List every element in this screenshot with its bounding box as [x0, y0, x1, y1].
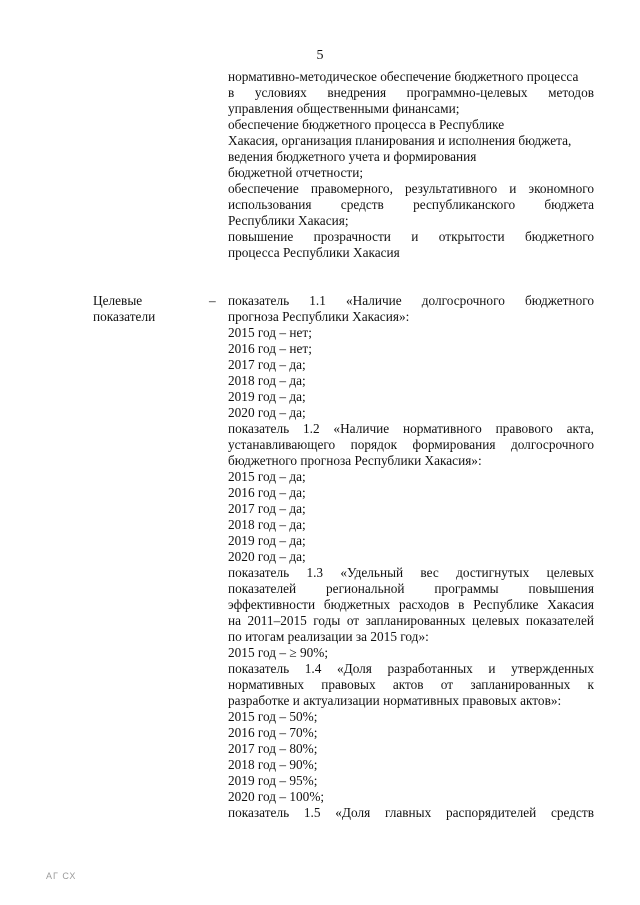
target-indicators-text	[228, 293, 594, 821]
text-line: 2016 год – нет;	[228, 341, 312, 356]
text-line: использования средств республиканского бюджета	[228, 197, 594, 212]
text-line: 2020 год – да;	[228, 549, 306, 564]
text-line: 2019 год – 95%;	[228, 773, 318, 788]
text-line: 2018 год – 90%;	[228, 757, 318, 772]
text-line: 2015 год – нет;	[228, 325, 312, 340]
text-line: 2015 год – 50%;	[228, 709, 318, 724]
text-line: 2017 год – да;	[228, 501, 306, 516]
text-line: 2015 год – ≥ 90%;	[228, 645, 329, 660]
text-line: 2018 год – да;	[228, 517, 306, 532]
text-line: 2015 год – да;	[228, 469, 306, 484]
text-line: показатель 1.1 «Наличие долгосрочного бюджетного	[228, 293, 594, 308]
text-line: обеспечение бюджетного процесса в Республике	[228, 117, 505, 132]
text-line: прогноза Республики Хакасия»:	[228, 309, 410, 324]
text-line: 2017 год – да;	[228, 357, 306, 372]
text-line: на 2011–2015 годы от запланированных целевых показателей	[228, 613, 594, 628]
section-label-target-indicators	[93, 293, 193, 325]
text-line: показатель 1.4 «Доля разработанных и утвержденных	[228, 661, 594, 676]
text-line: 2019 год – да;	[228, 533, 306, 548]
text-line: эффективности бюджетных расходов в Республике Хакасия	[228, 597, 594, 612]
footer-mark: АГ СХ	[46, 871, 77, 881]
text-line: Хакасия, организация планирования и исполнения бюджета,	[228, 133, 572, 148]
text-line: нормативно-методическое обеспечение бюджетного процесса	[228, 69, 579, 84]
text-line: нормативных правовых актов от запланированных к	[228, 677, 594, 692]
text-line: бюджетного прогноза Республики Хакасия»:	[228, 453, 482, 468]
text-line: устанавливающего порядок формирования долгосрочного	[228, 437, 594, 452]
text-line: 2020 год – да;	[228, 405, 306, 420]
text-line: ведения бюджетного учета и формирования	[228, 149, 477, 164]
text-line: процесса Республики Хакасия	[228, 245, 400, 260]
text-line: показатель 1.2 «Наличие нормативного правового акта,	[228, 421, 594, 436]
text-line: 2017 год – 80%;	[228, 741, 318, 756]
text-line: 2019 год – да;	[228, 389, 306, 404]
text-line: разработке и актуализации нормативных правовых актов»:	[228, 693, 562, 708]
text-line: управления общественными финансами;	[228, 101, 460, 116]
text-line: бюджетной отчетности;	[228, 165, 364, 180]
text-line: 2018 год – да;	[228, 373, 306, 388]
text-line: Республики Хакасия;	[228, 213, 349, 228]
text-line: обеспечение правомерного, результативного и экономного	[228, 181, 594, 196]
text-line: 2020 год – 100%;	[228, 789, 325, 804]
page-number: 5	[316, 48, 324, 63]
program-tasks-text	[228, 69, 594, 261]
label-line: Целевые	[93, 293, 143, 308]
text-line: показатель 1.3 «Удельный вес достигнутых целевых	[228, 565, 594, 580]
text-line: 2016 год – да;	[228, 485, 306, 500]
text-line: показателей региональной программы повышения	[228, 581, 594, 596]
text-line: по итогам реализации за 2015 год»:	[228, 629, 429, 644]
text-line: повышение прозрачности и открытости бюджетного	[228, 229, 594, 244]
label-line: показатели	[93, 309, 156, 324]
label-dash: –	[209, 293, 216, 308]
text-line: показатель 1.5 «Доля главных распорядителей средств	[228, 805, 594, 820]
text-line: 2016 год – 70%;	[228, 725, 318, 740]
text-line: в условиях внедрения программно-целевых методов	[228, 85, 594, 100]
